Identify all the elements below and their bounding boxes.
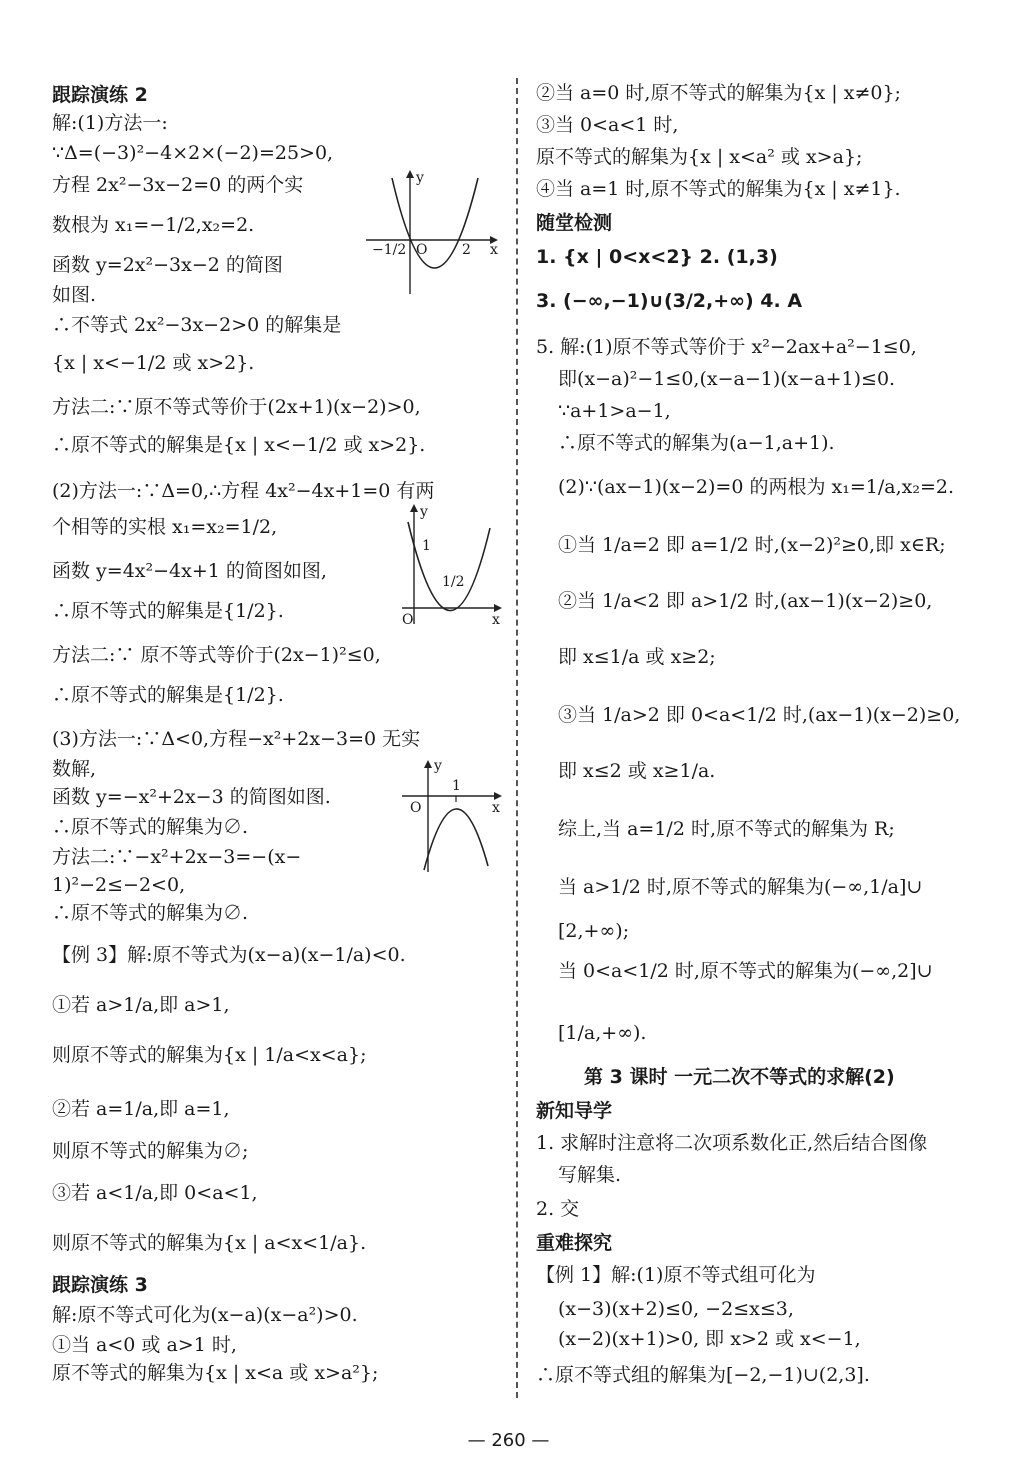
text-line: ∴原不等式的解集为∅. bbox=[52, 816, 249, 838]
graph-1-root-right-label: 2 bbox=[462, 242, 471, 258]
answer-line: 3. (−∞,−1)∪(3/2,+∞) 4. A bbox=[536, 290, 803, 312]
answer-line: 1. {x | 0<x<2} 2. (1,3) bbox=[536, 246, 778, 268]
text-line: ①当 a<0 或 a>1 时, bbox=[52, 1334, 237, 1356]
graph-1-x-label: x bbox=[490, 242, 498, 258]
text-line: 如图. bbox=[52, 284, 97, 306]
heading-tracking-3: 跟踪演练 3 bbox=[52, 1274, 148, 1296]
text-line: 函数 y=−x²+2x−3 的简图如图. bbox=[52, 786, 331, 808]
text-line: (x−3)(x+2)≤0, −2≤x≤3, bbox=[558, 1298, 794, 1320]
text-line: ∴不等式 2x²−3x−2>0 的解集是 bbox=[52, 314, 342, 336]
text-line: ②当 1/a<2 即 a>1/2 时,(ax−1)(x−2)≥0, bbox=[558, 590, 933, 612]
text-line: 解:原不等式可化为(x−a)(x−a²)>0. bbox=[52, 1304, 358, 1326]
text-line: 即(x−a)²−1≤0,(x−a−1)(x−a+1)≤0. bbox=[558, 368, 896, 390]
text-line: (3)方法一:∵Δ<0,方程−x²+2x−3=0 无实 bbox=[52, 728, 421, 750]
graph-3-x-label: x bbox=[492, 800, 500, 816]
text-line: ∴原不等式的解集是{x | x<−1/2 或 x>2}. bbox=[52, 434, 426, 456]
text-line: 1. 求解时注意将二次项系数化正,然后结合图像 bbox=[536, 1132, 928, 1154]
text-line: ④当 a=1 时,原不等式的解集为{x | x≠1}. bbox=[536, 178, 901, 200]
text-line: ①若 a>1/a,即 a>1, bbox=[52, 994, 230, 1016]
heading-classroom-check: 随堂检测 bbox=[536, 212, 613, 234]
text-line: (2)方法一:∵Δ=0,∴方程 4x²−4x+1=0 有两 bbox=[52, 480, 435, 502]
text-line: ∴原不等式的解集为∅. bbox=[52, 902, 249, 924]
text-line: [1/a,+∞). bbox=[558, 1022, 647, 1044]
text-line: 2. 交 bbox=[536, 1198, 580, 1220]
graph-1-y-label: y bbox=[416, 170, 424, 186]
text-line: 当 0<a<1/2 时,原不等式的解集为(−∞,2]∪ bbox=[558, 960, 933, 982]
column-divider bbox=[516, 78, 518, 1398]
graph-3-y-label: y bbox=[434, 758, 442, 774]
heading-key-difficulties: 重难探究 bbox=[536, 1232, 613, 1254]
text-line: (2)∵(ax−1)(x−2)=0 的两根为 x₁=1/a,x₂=2. bbox=[558, 476, 955, 498]
text-line: 即 x≤1/a 或 x≥2; bbox=[558, 646, 716, 668]
graph-2-intercept-label: 1 bbox=[422, 538, 431, 554]
text-line: 则原不等式的解集为{x | 1/a<x<a}; bbox=[52, 1044, 367, 1066]
text-line: 综上,当 a=1/2 时,原不等式的解集为 R; bbox=[558, 818, 895, 840]
text-line: ∵Δ=(−3)²−4×2×(−2)=25>0, bbox=[52, 142, 334, 164]
text-line: 即 x≤2 或 x≥1/a. bbox=[558, 760, 716, 782]
graph-parabola-1 bbox=[362, 168, 502, 298]
text-line: 【例 1】解:(1)原不等式组可化为 bbox=[536, 1264, 816, 1286]
text-line: 数根为 x₁=−1/2,x₂=2. bbox=[52, 214, 255, 236]
text-line: ①当 1/a=2 即 a=1/2 时,(x−2)²≥0,即 x∈R; bbox=[558, 534, 946, 556]
text-line: ③若 a<1/a,即 0<a<1, bbox=[52, 1182, 258, 1204]
text-line: 当 a>1/2 时,原不等式的解集为(−∞,1/a]∪ bbox=[558, 876, 923, 898]
text-line: [2,+∞); bbox=[558, 920, 630, 942]
text-line: 方法二:∵原不等式等价于(2x+1)(x−2)>0, bbox=[52, 396, 421, 418]
text-line: 方法二:∵ 原不等式等价于(2x−1)²≤0, bbox=[52, 644, 381, 666]
text-line: 写解集. bbox=[558, 1164, 622, 1186]
text-line: 方程 2x²−3x−2=0 的两个实 bbox=[52, 174, 304, 196]
heading-tracking-2: 跟踪演练 2 bbox=[52, 84, 148, 106]
text-line: ③当 0<a<1 时, bbox=[536, 114, 679, 136]
graph-2-origin-label: O bbox=[402, 612, 414, 628]
text-line: 则原不等式的解集为∅; bbox=[52, 1140, 249, 1162]
text-line: 5. 解:(1)原不等式等价于 x²−2ax+a²−1≤0, bbox=[536, 336, 917, 358]
graph-1-origin-label: O bbox=[416, 242, 428, 258]
text-line: 则原不等式的解集为{x | a<x<1/a}. bbox=[52, 1232, 367, 1254]
text-line: 原不等式的解集为{x | x<a 或 x>a²}; bbox=[52, 1362, 379, 1384]
text-line: ∵a+1>a−1, bbox=[558, 400, 671, 422]
graph-1-root-left-label: −1/2 bbox=[372, 242, 407, 258]
text-line: ∴原不等式的解集是{1/2}. bbox=[52, 600, 284, 622]
graph-parabola-2 bbox=[398, 500, 508, 630]
text-line: 函数 y=2x²−3x−2 的简图 bbox=[52, 254, 283, 276]
text-line: 【例 3】解:原不等式为(x−a)(x−1/a)<0. bbox=[52, 944, 406, 966]
text-line: 函数 y=4x²−4x+1 的简图如图, bbox=[52, 560, 327, 582]
text-line: ∴原不等式的解集为(a−1,a+1). bbox=[558, 432, 835, 454]
text-line: ②当 a=0 时,原不等式的解集为{x | x≠0}; bbox=[536, 82, 901, 104]
graph-2-x-label: x bbox=[492, 612, 500, 628]
text-line: {x | x<−1/2 或 x>2}. bbox=[52, 352, 255, 374]
graph-2-vertex-label: 1/2 bbox=[442, 574, 465, 590]
heading-new-knowledge: 新知导学 bbox=[536, 1100, 613, 1122]
graph-2-y-label: y bbox=[420, 504, 428, 520]
lesson-title: 第 3 课时 一元二次不等式的求解(2) bbox=[584, 1066, 895, 1088]
page-number: — 260 — bbox=[467, 1430, 550, 1451]
text-line: ③当 1/a>2 即 0<a<1/2 时,(ax−1)(x−2)≥0, bbox=[558, 704, 961, 726]
graph-3-origin-label: O bbox=[410, 800, 422, 816]
text-line: ∴原不等式的解集是{1/2}. bbox=[52, 684, 284, 706]
text-line: 个相等的实根 x₁=x₂=1/2, bbox=[52, 516, 278, 538]
text-line: 数解, bbox=[52, 758, 97, 780]
text-line: 解:(1)方法一: bbox=[52, 112, 168, 134]
text-line: ∴原不等式组的解集为[−2,−1)∪(2,3]. bbox=[536, 1364, 870, 1386]
text-line: 方法二:∵−x²+2x−3=−(x− bbox=[52, 846, 302, 868]
text-line: ②若 a=1/a,即 a=1, bbox=[52, 1098, 230, 1120]
graph-parabola-3 bbox=[398, 756, 508, 876]
text-line: (x−2)(x+1)>0, 即 x>2 或 x<−1, bbox=[558, 1328, 861, 1350]
text-line: 原不等式的解集为{x | x<a² 或 x>a}; bbox=[536, 146, 863, 168]
graph-3-tick-label: 1 bbox=[452, 778, 461, 794]
text-line: 1)²−2≤−2<0, bbox=[52, 874, 186, 896]
